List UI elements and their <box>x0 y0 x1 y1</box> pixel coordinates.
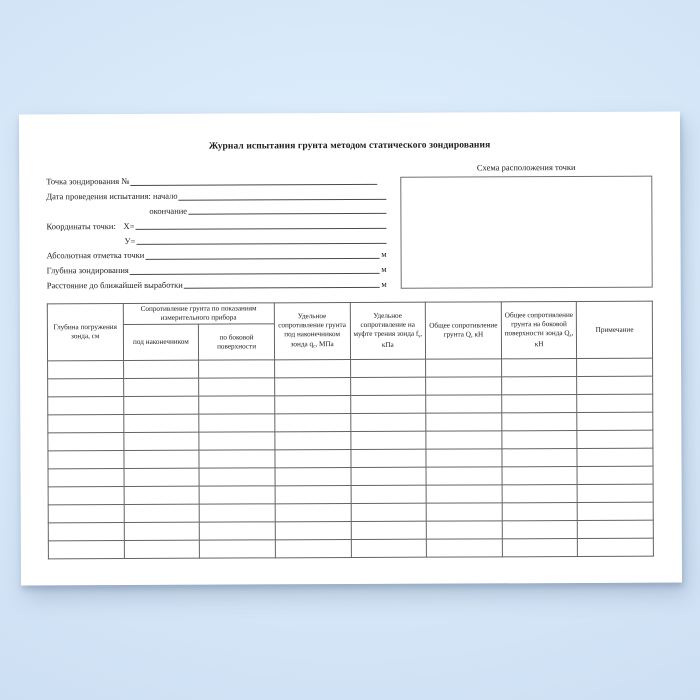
log-table-header <box>47 301 652 361</box>
table-cell-empty <box>577 449 653 467</box>
table-cell-empty <box>275 396 351 414</box>
form-row-coord-y <box>46 230 386 246</box>
table-cell-empty <box>426 377 502 395</box>
page-title: Журнал испытания грунта методом статического зондирования <box>208 140 491 152</box>
table-cell-empty <box>124 505 200 523</box>
table-cell-empty <box>275 414 351 432</box>
col-header-total-resistance: Общее сопротивление грунта Q, кН <box>425 302 501 360</box>
table-cell-empty <box>124 469 200 487</box>
col-header-depth: Глубина погружения зонда, см <box>47 303 123 361</box>
table-cell-empty <box>48 379 124 397</box>
table-cell-empty <box>275 432 351 450</box>
form-row-date-end <box>46 200 386 216</box>
table-cell-empty <box>501 359 577 377</box>
schema-box <box>400 176 652 289</box>
table-cell-empty <box>48 451 124 469</box>
col-header-resistance-group: Сопротивление грунта по показаниям измерительного прибора <box>123 303 274 325</box>
field-label-date-start: Дата проведения испытания: начало <box>46 191 178 202</box>
table-cell-empty <box>275 450 351 468</box>
field-label-coordinates: Координаты точки: <box>46 220 116 232</box>
table-cell-empty <box>124 487 200 505</box>
form-row-distance <box>47 274 387 290</box>
table-cell-empty <box>275 468 351 486</box>
table-cell-empty <box>577 431 653 449</box>
table-cell-empty <box>200 540 276 558</box>
table-cell-empty <box>426 503 502 521</box>
field-underline-distance <box>184 286 380 289</box>
symbol-subscript: с <box>313 344 316 350</box>
table-cell-empty <box>501 377 577 395</box>
table-cell-empty <box>502 467 578 485</box>
table-cell-empty <box>123 379 199 397</box>
table-cell-empty <box>502 431 578 449</box>
table-cell-empty <box>351 486 427 504</box>
table-cell-empty <box>275 522 351 540</box>
unit-label-m: м <box>381 264 387 275</box>
table-cell-empty <box>350 450 426 468</box>
header-text-part: , МПа <box>315 339 334 348</box>
table-cell-empty <box>200 522 276 540</box>
field-label-abs-mark: Абсолютная отметка точки <box>46 250 145 261</box>
table-cell-empty <box>577 485 653 503</box>
header-row-group <box>47 301 652 325</box>
field-label-coord-y: У= <box>124 235 136 246</box>
table-cell-empty <box>199 432 275 450</box>
table-cell-empty <box>48 523 124 541</box>
table-cell-empty <box>48 415 124 433</box>
table-cell-empty <box>426 449 502 467</box>
col-header-specific-tip-resistance <box>274 303 350 361</box>
table-cell-empty <box>124 541 200 559</box>
table-cell-empty <box>350 432 426 450</box>
log-table-body <box>48 359 654 560</box>
field-label-sounding-depth: Глубина зондирования <box>46 265 129 276</box>
col-header-under-tip: под наконечником <box>123 325 199 361</box>
table-cell-empty <box>351 522 427 540</box>
table-cell-empty <box>275 504 351 522</box>
table-row <box>48 539 653 560</box>
header-text-part: Удельное сопротивление на муфте трения зонда f <box>353 311 419 339</box>
schema-title: Схема расположения точки <box>476 162 576 173</box>
table-cell-empty <box>199 360 275 378</box>
table-cell-empty <box>48 397 124 415</box>
table-cell-empty <box>502 413 578 431</box>
table-cell-empty <box>350 378 426 396</box>
table-cell-empty <box>48 433 124 451</box>
table-cell-empty <box>502 503 578 521</box>
table-cell-empty <box>275 486 351 504</box>
schema-section <box>400 162 653 289</box>
table-cell-empty <box>199 504 275 522</box>
table-cell-empty <box>274 360 350 378</box>
form-row-date-start <box>46 186 386 202</box>
table-cell-empty <box>199 378 275 396</box>
header-text-part: Общее сопротивление грунта на боковой поверхности зонда Q <box>504 310 574 338</box>
col-header-side-surface: по боковой поверхности <box>199 324 275 360</box>
table-cell-empty <box>426 395 502 413</box>
table-cell-empty <box>48 505 124 523</box>
document-page <box>19 112 682 586</box>
table-cell-empty <box>426 539 502 557</box>
log-table <box>47 301 654 560</box>
header-text-part: , кПа <box>381 330 423 350</box>
table-cell-empty <box>199 414 275 432</box>
table-cell-empty <box>199 486 275 504</box>
form-row-sounding-depth <box>47 260 387 276</box>
table-cell-empty <box>426 467 502 485</box>
header-text-part: , кН <box>534 329 574 349</box>
form-row-coord-x <box>46 215 386 231</box>
table-cell-empty <box>351 504 427 522</box>
table-cell-empty <box>578 521 654 539</box>
table-cell-empty <box>426 485 502 503</box>
unit-label-m: м <box>381 278 387 289</box>
table-cell-empty <box>199 468 275 486</box>
table-cell-empty <box>577 395 653 413</box>
table-cell-empty <box>48 469 124 487</box>
table-cell-empty <box>577 413 653 431</box>
table-cell-empty <box>426 359 502 377</box>
form-row-abs-mark <box>47 245 387 261</box>
unit-label-m: м <box>381 249 387 260</box>
table-cell-empty <box>275 378 351 396</box>
table-cell-empty <box>502 539 578 557</box>
table-cell-empty <box>350 414 426 432</box>
form-row-point-number <box>46 171 386 187</box>
col-header-note: Примечание <box>577 301 653 359</box>
header-text-part: Удельное сопротивление грунта под наконечником зонда q <box>278 312 346 348</box>
field-label-distance: Расстояние до ближайшей выработки <box>46 279 183 291</box>
table-cell-empty <box>426 413 502 431</box>
table-cell-empty <box>48 487 124 505</box>
col-header-friction-sleeve-resistance <box>350 302 426 360</box>
table-cell-empty <box>48 361 124 379</box>
table-cell-empty <box>501 395 577 413</box>
table-cell-empty <box>577 467 653 485</box>
table-cell-empty <box>123 397 199 415</box>
form-fields <box>46 171 387 291</box>
table-cell-empty <box>123 361 199 379</box>
field-label-point-number: Точка зондирования № <box>46 176 130 187</box>
table-cell-empty <box>350 360 426 378</box>
col-header-total-side-resistance <box>501 302 577 360</box>
table-cell-empty <box>577 377 653 395</box>
table-cell-empty <box>124 523 200 541</box>
table-cell-empty <box>123 415 199 433</box>
table-cell-empty <box>502 521 578 539</box>
table-cell-empty <box>426 431 502 449</box>
symbol-subscript: s <box>569 333 572 339</box>
table-cell-empty <box>351 468 427 486</box>
field-label-date-end: окончание <box>149 205 188 216</box>
table-cell-empty <box>577 359 653 377</box>
table-cell-empty <box>275 540 351 558</box>
table-cell-empty <box>199 396 275 414</box>
field-label-coord-x: Х= <box>123 220 135 231</box>
table-cell-empty <box>502 485 578 503</box>
table-cell-empty <box>350 396 426 414</box>
table-cell-empty <box>578 539 654 557</box>
table-cell-empty <box>199 450 275 468</box>
table-cell-empty <box>351 540 427 558</box>
table-cell-empty <box>578 503 654 521</box>
symbol-subscript: s <box>418 334 421 340</box>
table-cell-empty <box>48 541 124 559</box>
table-cell-empty <box>426 521 502 539</box>
table-cell-empty <box>123 433 199 451</box>
table-cell-empty <box>502 449 578 467</box>
table-cell-empty <box>124 451 200 469</box>
